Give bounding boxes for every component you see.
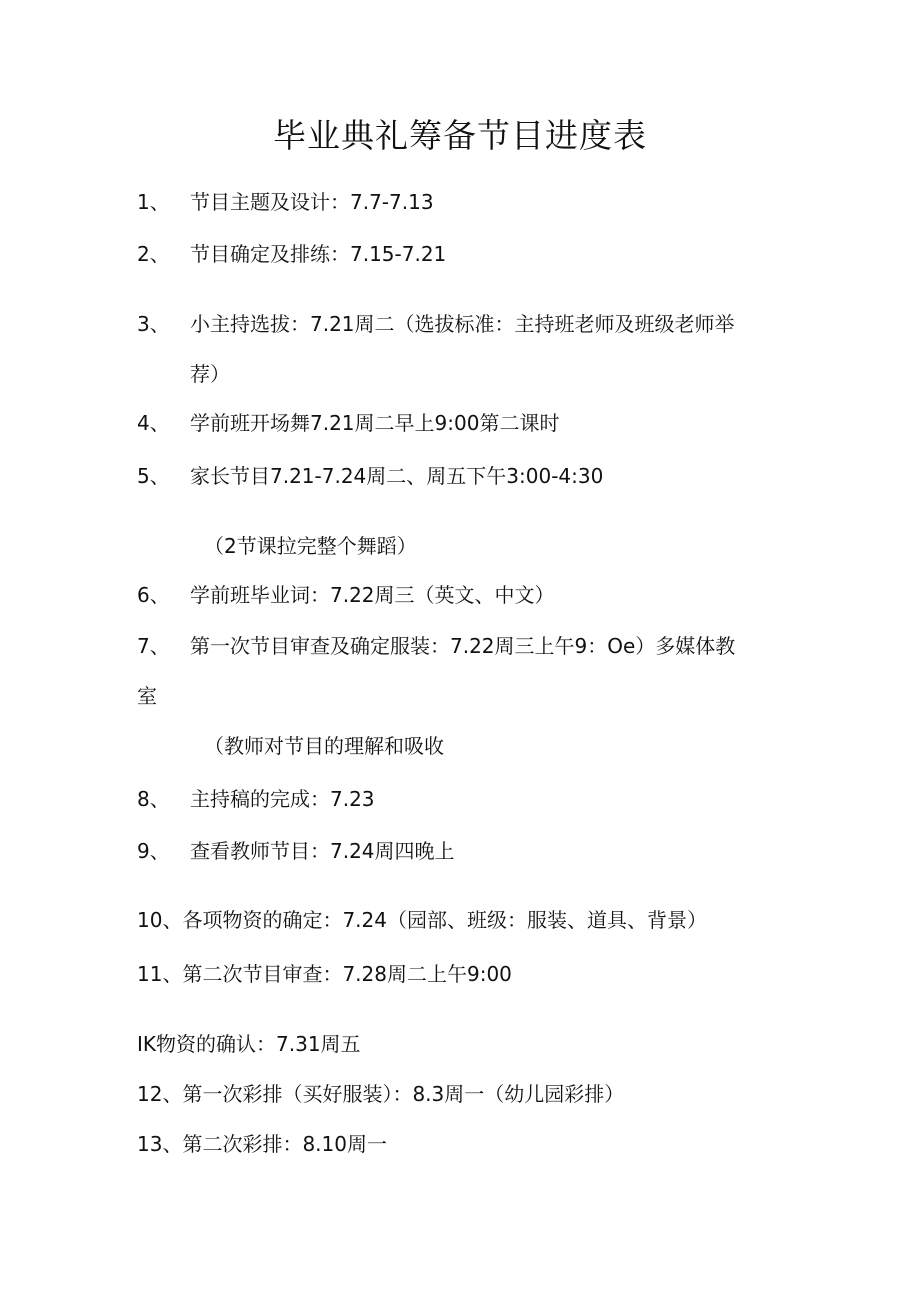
list-item: IK物资的确认：7.31周五 [137,1032,361,1056]
item-text: 小主持选拔：7.21周二（选拔标准：主持班老师及班级老师举 [190,312,735,336]
item-text: 学前班毕业词：7.22周三（英文、中文） [190,583,555,607]
item-number: 3、 [137,312,170,336]
item-number: 1、 [137,190,170,214]
list-item: 10、各项物资的确定：7.24（园部、班级：服装、道具、背景） [137,908,707,932]
item-text: 查看教师节目：7.24周四晚上 [190,839,455,863]
item-number: 6、 [137,583,170,607]
item-number: 9、 [137,839,170,863]
list-item: 13、第二次彩排：8.10周一 [137,1132,387,1156]
item-continuation: 室 [137,684,157,708]
item-number: 2、 [137,242,170,266]
item-note: （教师对节目的理解和吸收 [204,734,444,758]
item-note: （2节课拉完整个舞蹈） [204,534,417,558]
item-text: 学前班开场舞7.21周二早上9:00第二课时 [190,411,560,435]
list-item: 11、第二次节目审查：7.28周二上午9:00 [137,962,512,986]
list-item: 12、第一次彩排（买好服装）：8.3周一（幼儿园彩排） [137,1082,625,1106]
item-continuation: 荐） [190,362,230,386]
item-number: 8、 [137,787,170,811]
item-text: 节目主题及设计：7.7-7.13 [190,190,434,214]
item-text: 主持稿的完成：7.23 [190,787,375,811]
item-text: 节目确定及排练：7.15-7.21 [190,242,447,266]
item-number: 4、 [137,411,170,435]
item-text: 第一次节目审查及确定服装：7.22周三上午9：Oe）多媒体教 [190,634,736,658]
page-title: 毕业典礼筹备节目进度表 [273,116,647,155]
item-number: 7、 [137,634,170,658]
item-text: 家长节目7.21-7.24周二、周五下午3:00-4:30 [190,464,604,488]
item-number: 5、 [137,464,170,488]
